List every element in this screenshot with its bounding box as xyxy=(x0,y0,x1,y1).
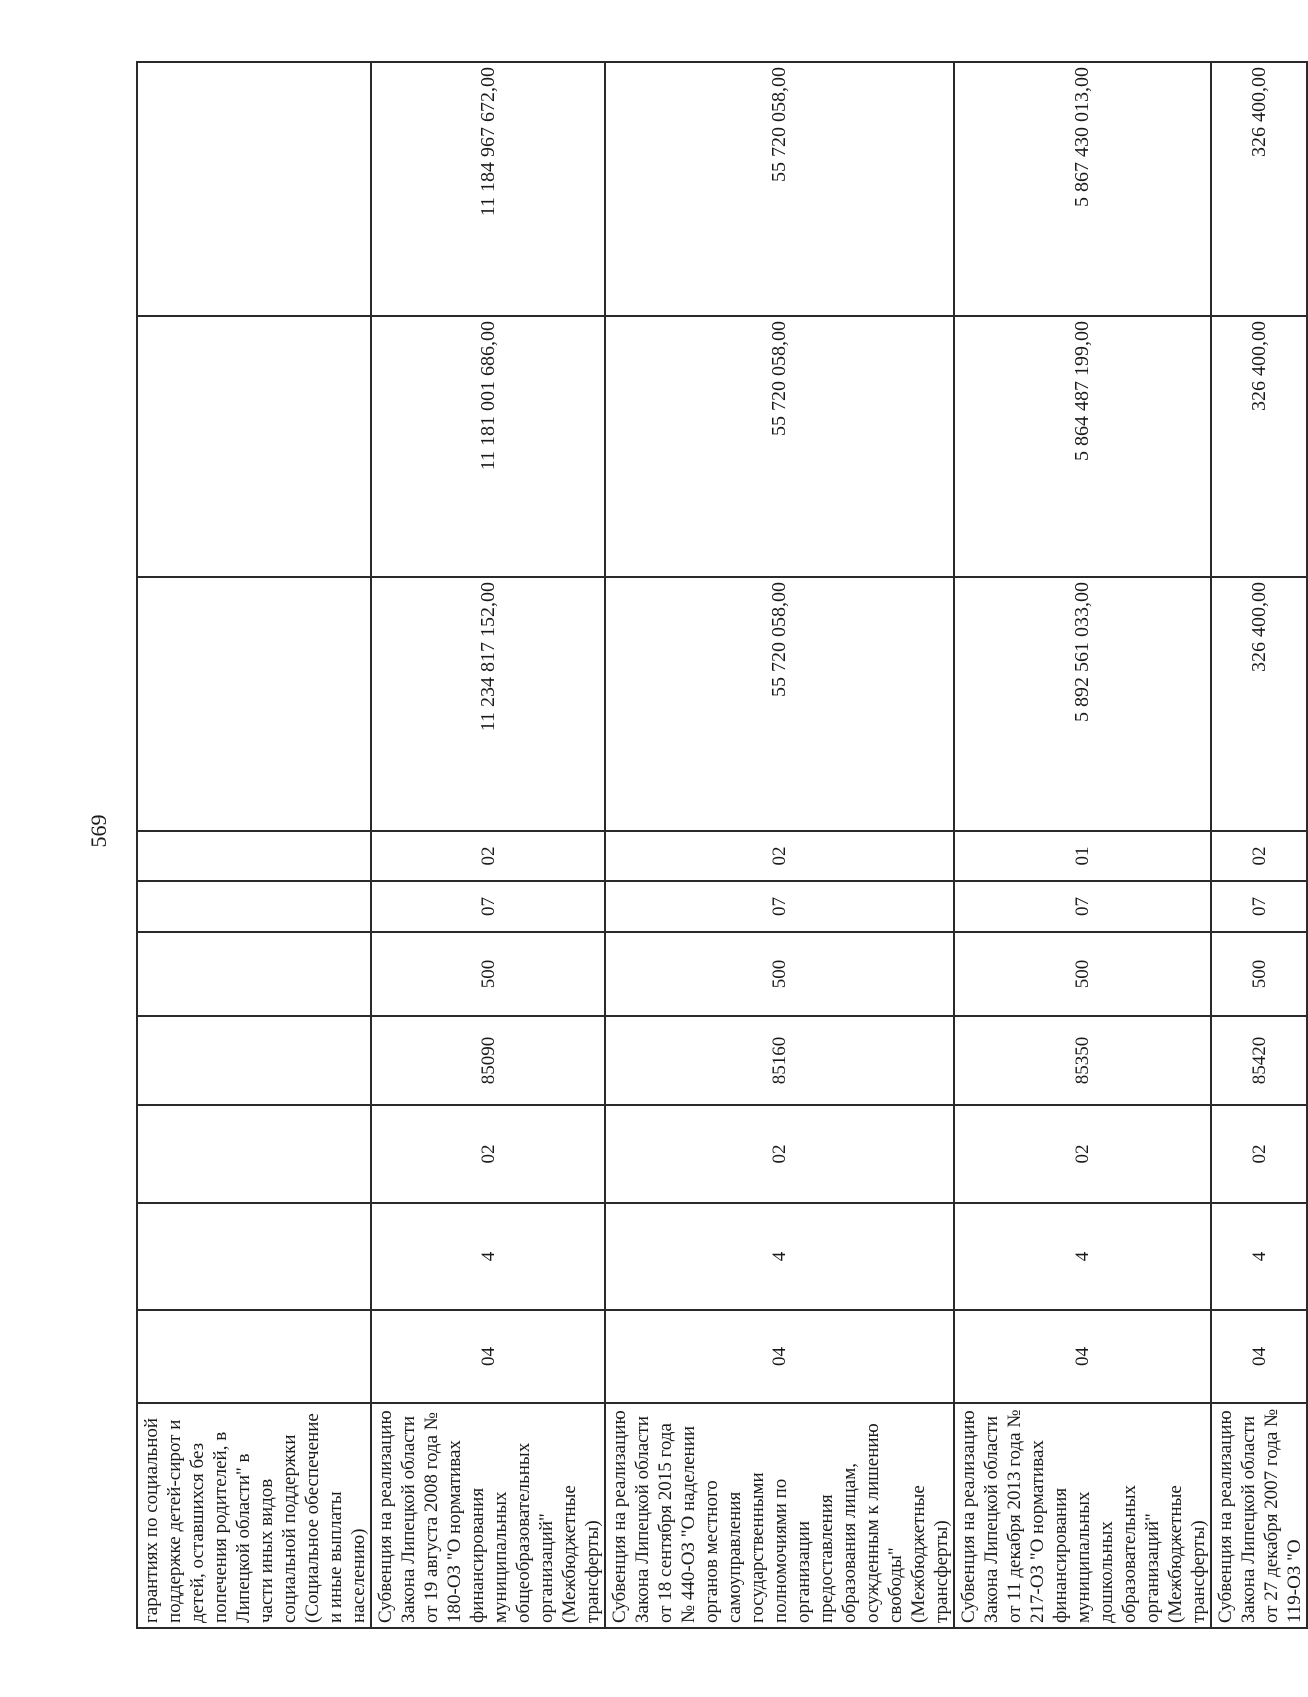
table-row xyxy=(954,62,1211,1628)
cell-amount-1 xyxy=(137,577,371,831)
cell-code-4: 85350 xyxy=(954,1016,1211,1105)
row-description: Субвенция на реализацию Закона Липецкой области от 19 августа 2008 года № 180-ОЗ "О нормативах финансирования муниципальных общеобразовательных организаций" (Межбюджетные трансферты) xyxy=(371,1403,605,1628)
cell-code-5 xyxy=(137,932,371,1016)
cell-amount-1: 11 234 817 152,00 xyxy=(371,577,605,831)
cell-code-7: 02 xyxy=(371,831,605,881)
cell-code-6: 07 xyxy=(371,881,605,932)
table-row xyxy=(605,62,954,1628)
cell-code-2: 4 xyxy=(1211,1203,1307,1310)
cell-code-6: 07 xyxy=(605,881,954,932)
cell-code-3: 02 xyxy=(1211,1105,1307,1203)
cell-amount-2: 5 864 487 199,00 xyxy=(954,316,1211,577)
cell-code-3: 02 xyxy=(371,1105,605,1203)
cell-code-1: 04 xyxy=(954,1310,1211,1403)
cell-amount-2 xyxy=(137,316,371,577)
cell-code-2: 4 xyxy=(605,1203,954,1310)
cell-code-6: 07 xyxy=(954,881,1211,932)
cell-amount-3: 5 867 430 013,00 xyxy=(954,62,1211,316)
cell-code-7: 02 xyxy=(1211,831,1307,881)
cell-amount-2: 11 181 001 686,00 xyxy=(371,316,605,577)
budget-table xyxy=(136,61,1308,1629)
table-row xyxy=(1211,62,1307,1628)
row-description: Субвенция на реализацию Закона Липецкой области от 27 декабря 2007 года № 119-ОЗ "О xyxy=(1211,1403,1307,1628)
cell-code-3: 02 xyxy=(954,1105,1211,1203)
cell-code-1 xyxy=(137,1310,371,1403)
table-row xyxy=(371,62,605,1628)
cell-amount-3 xyxy=(137,62,371,316)
cell-amount-1: 5 892 561 033,00 xyxy=(954,577,1211,831)
cell-code-6 xyxy=(137,881,371,932)
cell-code-7: 01 xyxy=(954,831,1211,881)
cell-code-1: 04 xyxy=(371,1310,605,1403)
cell-code-5: 500 xyxy=(1211,932,1307,1016)
cell-code-2: 4 xyxy=(371,1203,605,1310)
cell-code-4: 85160 xyxy=(605,1016,954,1105)
row-description: Субвенция на реализацию Закона Липецкой области от 11 декабря 2013 года № 217-ОЗ "О нормативах финансирования муниципальных дошкольных образовательных организаций" (Межбюджетные трансферты) xyxy=(954,1403,1211,1628)
cell-amount-3: 11 184 967 672,00 xyxy=(371,62,605,316)
cell-amount-3: 326 400,00 xyxy=(1211,62,1307,316)
cell-amount-1: 326 400,00 xyxy=(1211,577,1307,831)
cell-code-5: 500 xyxy=(954,932,1211,1016)
row-description: гарантиях по социальной поддержке детей-сирот и детей, оставшихся без попечения родителей, в Липецкой области" в части иных видов социальной поддержки (Социальное обеспечение и иные выплаты населению) xyxy=(137,1403,371,1628)
rotated-table-container xyxy=(136,63,1305,1629)
cell-amount-1: 55 720 058,00 xyxy=(605,577,954,831)
table-row xyxy=(137,62,371,1628)
cell-amount-2: 55 720 058,00 xyxy=(605,316,954,577)
cell-code-4 xyxy=(137,1016,371,1105)
cell-code-4: 85090 xyxy=(371,1016,605,1105)
cell-code-6: 07 xyxy=(1211,881,1307,932)
cell-amount-2: 326 400,00 xyxy=(1211,316,1307,577)
cell-amount-3: 55 720 058,00 xyxy=(605,62,954,316)
cell-code-3 xyxy=(137,1105,371,1203)
cell-code-7: 02 xyxy=(605,831,954,881)
cell-code-2 xyxy=(137,1203,371,1310)
cell-code-1: 04 xyxy=(1211,1310,1307,1403)
row-description: Субвенция на реализацию Закона Липецкой области от 18 сентября 2015 года № 440-ОЗ "О наделении органов местного самоуправления государственными полномочиями по организации предоставления образования лицам, осужденным к лишению свободы" (Межбюджетные трансферты) xyxy=(605,1403,954,1628)
cell-code-1: 04 xyxy=(605,1310,954,1403)
page-number: 569 xyxy=(86,814,111,848)
cell-code-5: 500 xyxy=(605,932,954,1016)
cell-code-2: 4 xyxy=(954,1203,1211,1310)
cell-code-7 xyxy=(137,831,371,881)
cell-code-5: 500 xyxy=(371,932,605,1016)
cell-code-3: 02 xyxy=(605,1105,954,1203)
cell-code-4: 85420 xyxy=(1211,1016,1307,1105)
